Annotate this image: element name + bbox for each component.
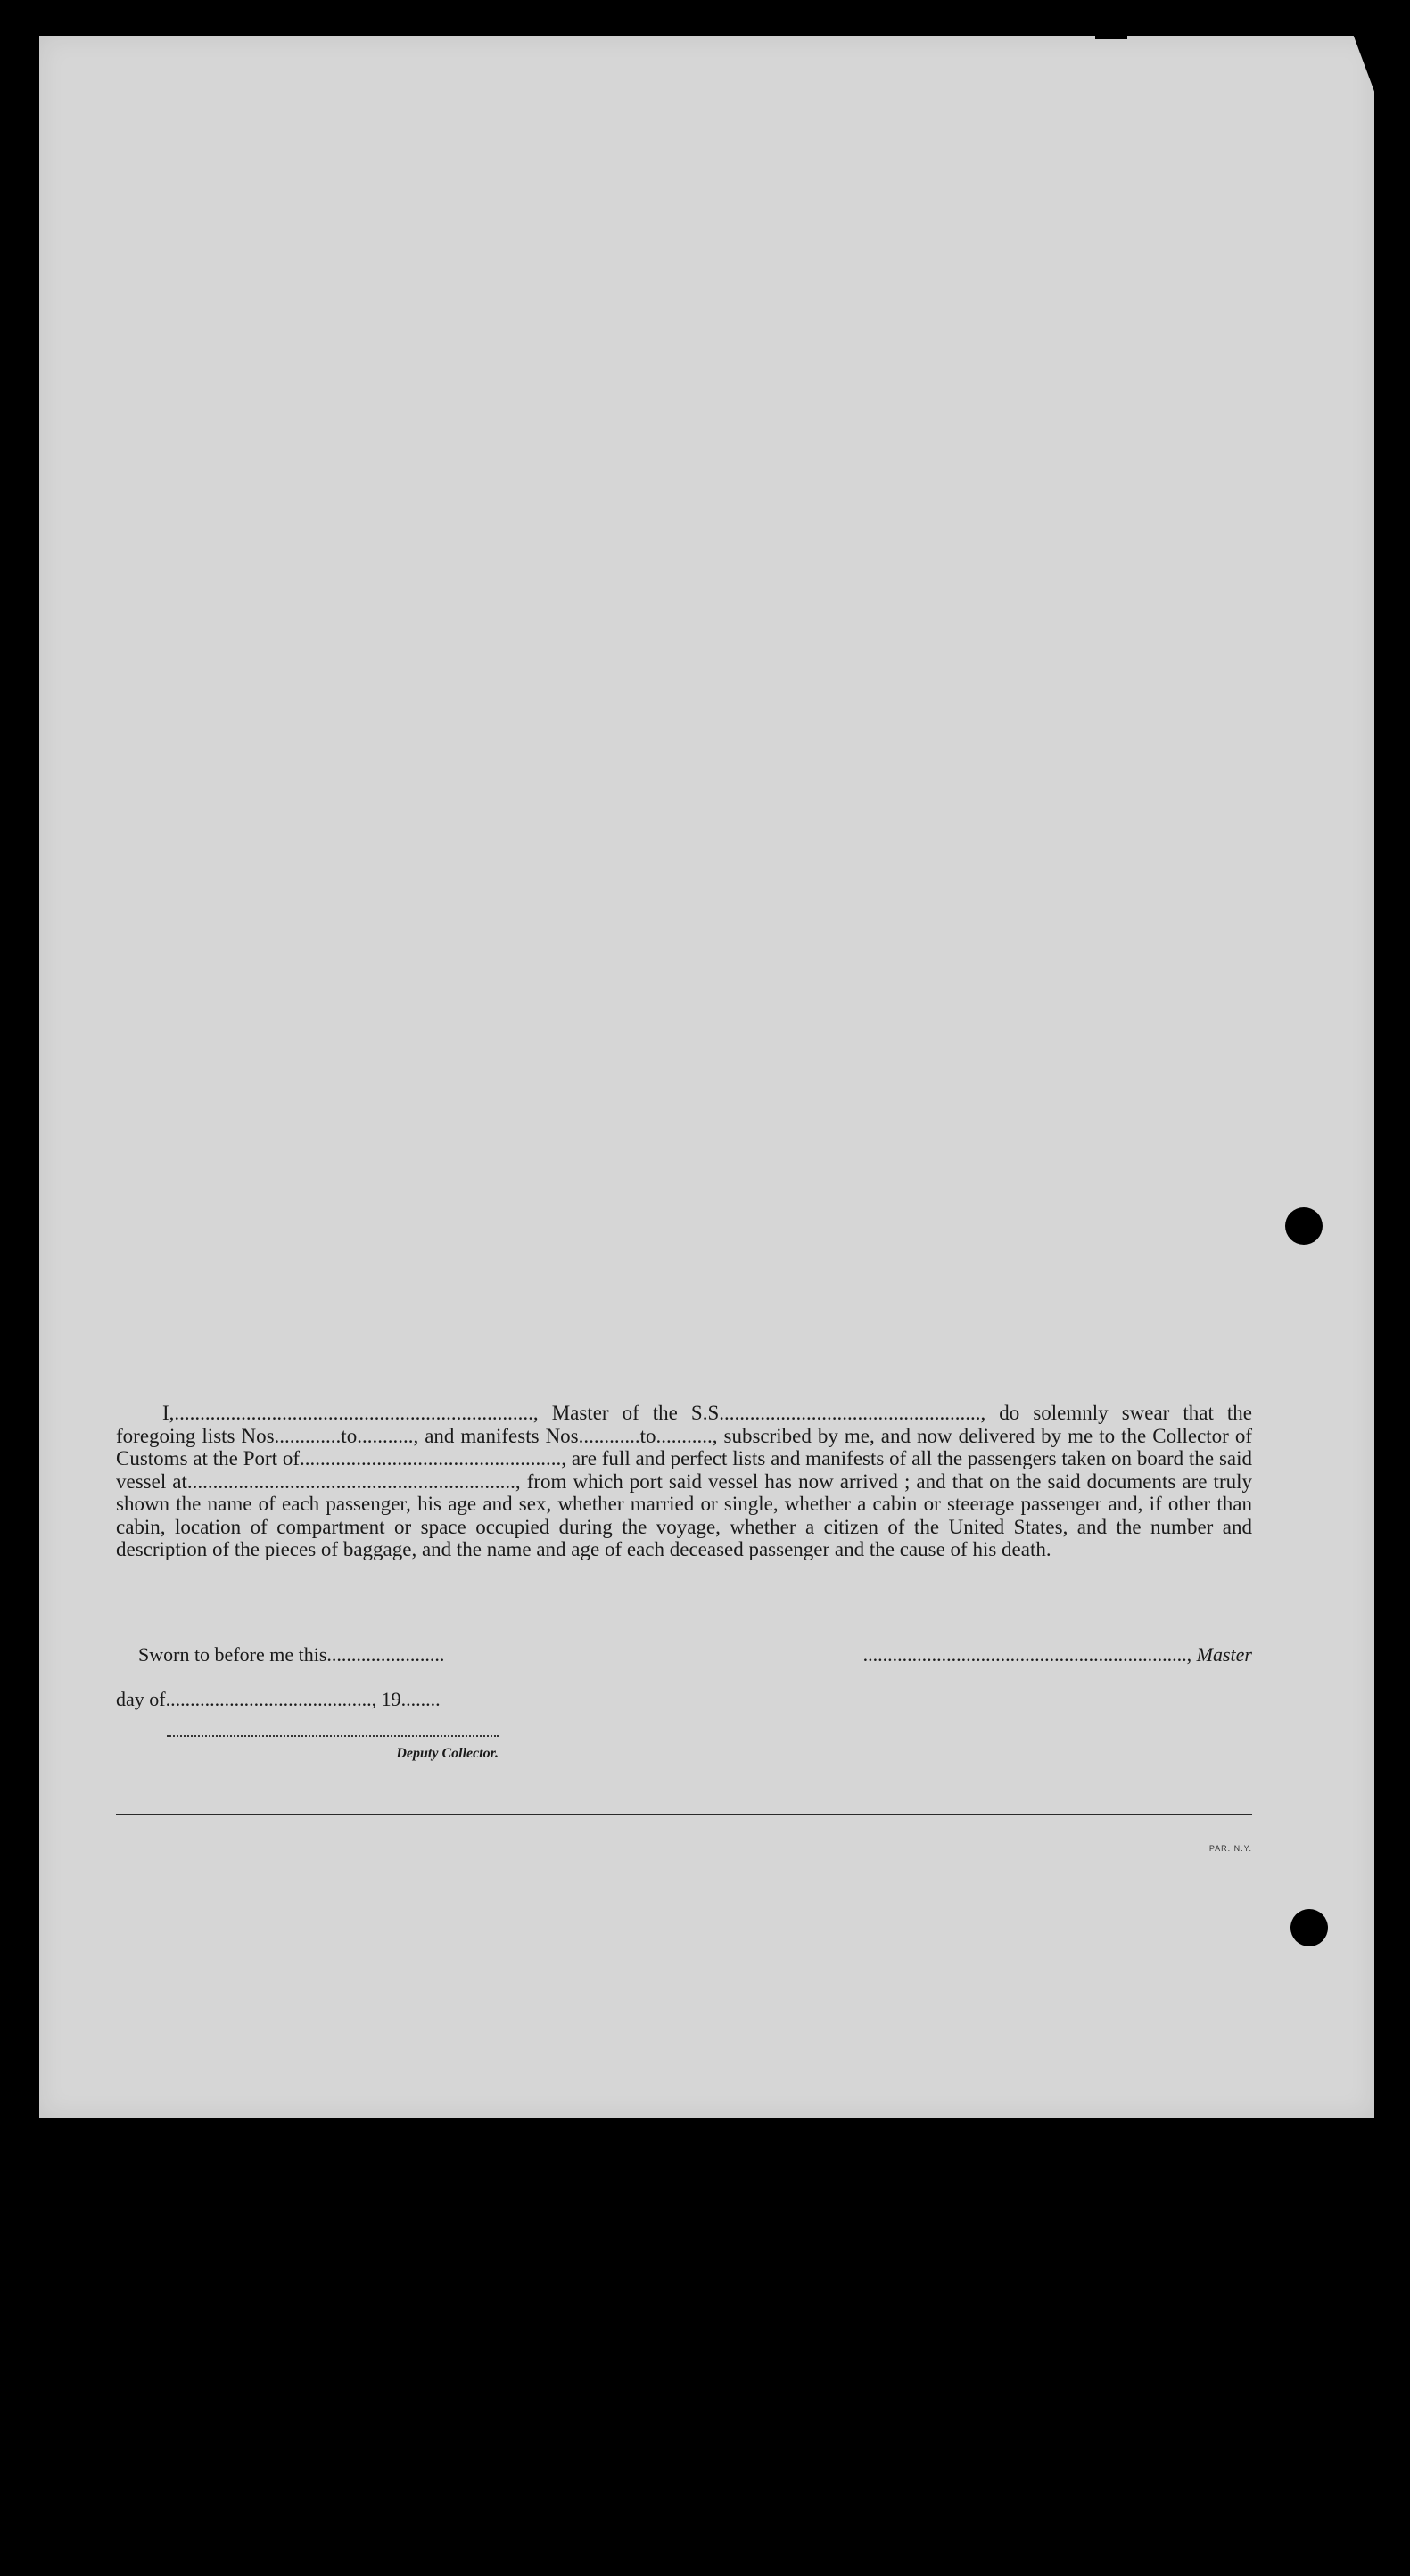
sworn-before-line: Sworn to before me this........................ — [138, 1643, 445, 1666]
oath-text: I,......................................................................, Master of the S.S..................................................., do solemnly swear that the foregoing lists Nos.............to..........., and manifests Nos............to..........., subscribed by me, and now delivered by me to the Collector of Customs at the Port of..................................................., are full and perfect lists and manifests of all the passengers taken on board the said vessel at................................................................, from which port said vessel has now arrived ; and that on the said documents are truly shown the name of each passenger, his age and sex, whether married or single, whether a cabin or steerage passenger and, if other than cabin, location of compartment or space occupied during the voyage, whether a citizen of the United States, and the number and description of the pieces of baggage, and the name and age of each deceased passenger and the cause of his death. — [116, 1402, 1252, 1560]
master-signature-line — [792, 1643, 1252, 1667]
printer-mark: PAR. N.Y. — [1208, 1844, 1252, 1853]
torn-corner — [1353, 34, 1376, 96]
deputy-collector-label: Deputy Collector. — [396, 1746, 499, 1761]
punch-hole — [1285, 1207, 1323, 1245]
horizontal-rule — [116, 1814, 1252, 1815]
deputy-signature-dots — [167, 1735, 499, 1737]
master-label: Master — [1196, 1643, 1252, 1666]
day-of-line: day of.........................................., 19........ — [116, 1688, 441, 1710]
master-dots: .................................................................., — [862, 1643, 1192, 1666]
oath-paragraph — [116, 1402, 1252, 1561]
scan-notch — [1095, 32, 1127, 39]
document-sheet — [39, 36, 1374, 2118]
punch-hole — [1290, 1909, 1328, 1946]
